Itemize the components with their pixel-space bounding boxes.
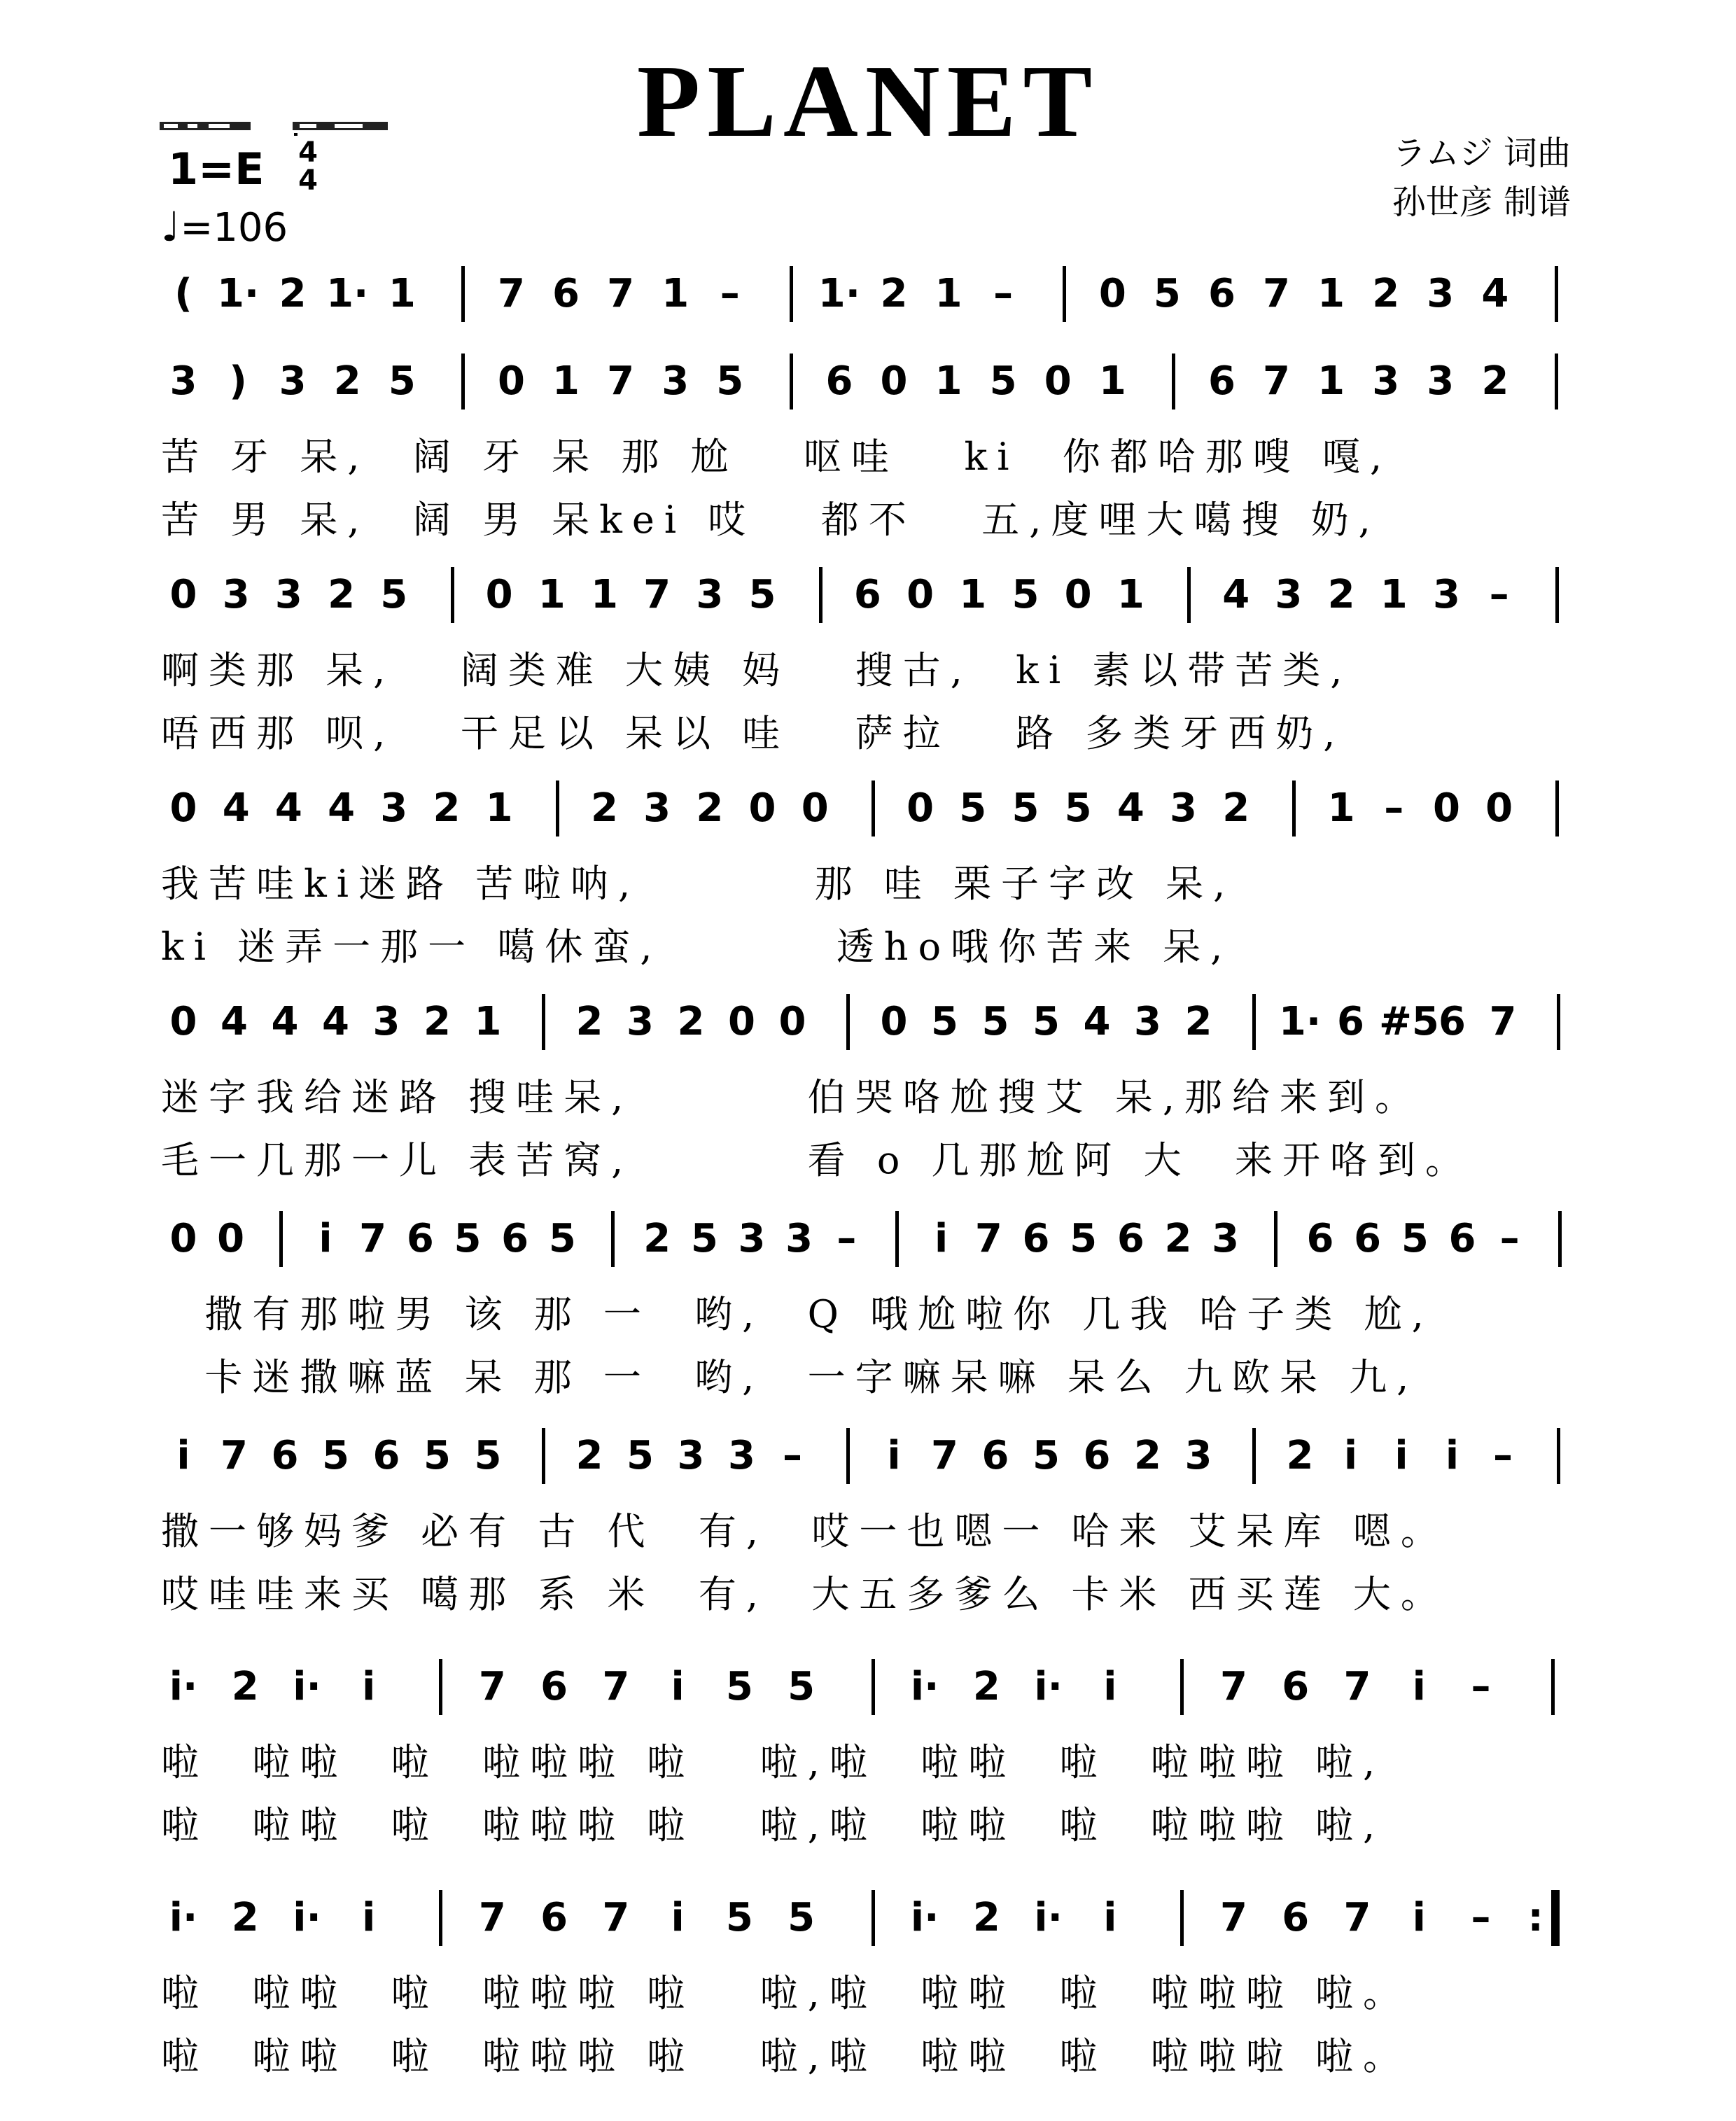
note: 1 xyxy=(934,271,962,316)
note: – xyxy=(1499,1216,1520,1261)
note: 4 xyxy=(220,999,248,1044)
note: – xyxy=(1489,572,1509,617)
bar-line xyxy=(279,1211,283,1267)
lyric-line: 苦 牙 呆, 阔 牙 呆 那 尬 呕哇 ki 你都哈那嗖 嘎, xyxy=(161,435,1392,479)
note: i xyxy=(671,1895,685,1940)
note: 5 xyxy=(380,572,408,617)
note: 2 xyxy=(643,1216,671,1261)
note: 4 xyxy=(1116,785,1144,831)
note: i xyxy=(362,1664,376,1709)
score-line xyxy=(0,1897,1736,2121)
note: 6 xyxy=(1208,358,1236,404)
note: 5 xyxy=(322,1433,349,1478)
note: 5 xyxy=(981,999,1009,1044)
note: 3 xyxy=(380,785,408,831)
note: 7 xyxy=(1343,1895,1371,1940)
note: 7 xyxy=(478,1895,506,1940)
note: 1 xyxy=(1380,572,1408,617)
note: i· xyxy=(169,1664,198,1709)
note: 5 xyxy=(690,1216,718,1261)
note: 3 xyxy=(1427,358,1455,404)
note: i xyxy=(1412,1895,1426,1940)
note: i· xyxy=(1034,1664,1063,1709)
note: 1 xyxy=(1317,358,1345,404)
bar-line xyxy=(451,567,454,623)
note: 5 xyxy=(474,1433,502,1478)
note: i xyxy=(1103,1895,1117,1940)
note: 0 xyxy=(1432,785,1460,831)
note: 5 xyxy=(1064,785,1092,831)
note: 5 xyxy=(424,1433,451,1478)
note: i· xyxy=(910,1895,939,1940)
note: 5 xyxy=(716,358,744,404)
note: 7 xyxy=(602,1895,630,1940)
note: 5 xyxy=(1153,271,1181,316)
bar-line xyxy=(1555,354,1558,410)
note: 5 xyxy=(1032,999,1060,1044)
note: i xyxy=(1412,1664,1426,1709)
bar-line xyxy=(542,1428,545,1484)
time-top: 4 xyxy=(298,136,318,169)
note: 2 xyxy=(1164,1216,1192,1261)
note: 6 xyxy=(1448,1216,1476,1261)
note: 6 xyxy=(552,271,580,316)
bar-line xyxy=(1555,266,1558,322)
score-line xyxy=(0,1435,1736,1659)
note: 5 xyxy=(626,1433,654,1478)
bar-line xyxy=(1551,1659,1555,1715)
note: 3 xyxy=(169,358,197,404)
note: 4 xyxy=(1222,572,1250,617)
note: 3 xyxy=(1184,1433,1212,1478)
note: 5 xyxy=(548,1216,576,1261)
note: 0 xyxy=(497,358,525,404)
note: 4 xyxy=(1083,999,1111,1044)
note: – xyxy=(836,1216,857,1261)
note: 2 xyxy=(1134,1433,1161,1478)
note: 2 xyxy=(328,572,356,617)
lyric-line: 唔西那 呗, 干足以 呆以 哇 萨拉 路 多类牙西奶, xyxy=(161,711,1345,755)
note: 6 xyxy=(981,1433,1009,1478)
note: 6 xyxy=(540,1664,568,1709)
note: 0 xyxy=(169,1216,197,1261)
note: 2 xyxy=(1372,271,1400,316)
note: 6 xyxy=(1282,1895,1310,1940)
note: 2 xyxy=(696,785,724,831)
bar-line xyxy=(1252,994,1256,1050)
note: 0 xyxy=(1098,271,1126,316)
lyric-line: 啦 啦啦 啦 啦啦啦 啦 啦,啦 啦啦 啦 啦啦啦 啦。 xyxy=(161,2034,1410,2078)
note: i xyxy=(1343,1433,1358,1478)
note: 6 xyxy=(1116,1216,1144,1261)
note: 0 xyxy=(748,785,776,831)
note: ( xyxy=(174,271,192,316)
note: i xyxy=(1103,1664,1117,1709)
note: 1· xyxy=(216,271,260,316)
note: 0 xyxy=(801,785,829,831)
note: 6 xyxy=(825,358,853,404)
key-signature: 1=E xyxy=(168,144,265,195)
note: 0 xyxy=(1064,572,1092,617)
note: i xyxy=(1445,1433,1460,1478)
note: 7 xyxy=(1489,999,1517,1044)
note: 1 xyxy=(934,358,962,404)
note: 0 xyxy=(169,785,197,831)
note: 1 xyxy=(485,785,513,831)
note: 2 xyxy=(333,358,361,404)
lyric-line: ki 迷弄一那一 噶休蛮, 透ho哦你苦来 呆, xyxy=(161,925,1233,969)
score-line xyxy=(0,574,1736,798)
note: 4 xyxy=(271,999,299,1044)
note: 1 xyxy=(1327,785,1355,831)
note: 5 xyxy=(959,785,987,831)
note: 1 xyxy=(552,358,580,404)
note: 6 xyxy=(1337,999,1364,1044)
note: 0 xyxy=(906,572,934,617)
note: 3 xyxy=(785,1216,813,1261)
note: 6 xyxy=(853,572,881,617)
note: 0 xyxy=(880,358,908,404)
note: – xyxy=(1384,785,1404,831)
note: 1 xyxy=(1116,572,1144,617)
bar-line xyxy=(846,1428,850,1484)
bar-line xyxy=(439,1890,442,1946)
note: 3 xyxy=(662,358,690,404)
note: 6 xyxy=(1354,1216,1382,1261)
note: 2 xyxy=(1286,1433,1314,1478)
lyric-line: 啦 啦啦 啦 啦啦啦 啦 啦,啦 啦啦 啦 啦啦啦 啦, xyxy=(161,1803,1385,1847)
note: 6 xyxy=(1306,1216,1334,1261)
note: 0 xyxy=(217,1216,245,1261)
note: 2 xyxy=(424,999,451,1044)
note: i xyxy=(934,1216,948,1261)
lyric-line: 撒有那啦男 该 那 一 哟, Q 哦尬啦你 几我 哈子类 尬, xyxy=(161,1292,1434,1336)
note: 5 xyxy=(788,1664,816,1709)
note: 0 xyxy=(485,572,513,617)
lyric-line: 毛一几那一儿 表苦窝, 看 o 几那尬阿 大 来开咯到。 xyxy=(161,1138,1473,1182)
bar-line xyxy=(872,1890,875,1946)
note: 3 xyxy=(1170,785,1197,831)
bar-line xyxy=(1555,567,1559,623)
note: 3 xyxy=(279,358,307,404)
note: 0 xyxy=(169,999,197,1044)
score-line xyxy=(0,785,1736,1011)
note: 6 xyxy=(1438,999,1466,1044)
note: 6 xyxy=(501,1216,529,1261)
note: 3 xyxy=(696,572,724,617)
note: 7 xyxy=(1219,1664,1247,1709)
bar-line xyxy=(872,780,875,836)
note: ) xyxy=(229,358,247,404)
note: 1· xyxy=(1278,999,1322,1044)
song-title: PLANET xyxy=(636,44,1100,159)
time-bar xyxy=(294,133,298,136)
note: 6 xyxy=(540,1895,568,1940)
note: 2 xyxy=(590,785,618,831)
note: 3 xyxy=(1275,572,1303,617)
note: 1 xyxy=(1098,358,1126,404)
note: 5 xyxy=(748,572,776,617)
note: 5 xyxy=(1032,1433,1060,1478)
note: 1 xyxy=(388,271,416,316)
note: 4 xyxy=(222,785,250,831)
note: 1 xyxy=(474,999,502,1044)
bar-line xyxy=(1172,354,1175,410)
note: 1 xyxy=(662,271,690,316)
note: 2 xyxy=(1184,999,1212,1044)
bar-line xyxy=(1557,994,1560,1050)
note: 7 xyxy=(607,271,635,316)
lyric-line: 啦 啦啦 啦 啦啦啦 啦 啦,啦 啦啦 啦 啦啦啦 啦。 xyxy=(161,1971,1410,2015)
bar-line xyxy=(895,1211,899,1267)
note: 2 xyxy=(880,271,908,316)
note: 7 xyxy=(1219,1895,1247,1940)
note: 1 xyxy=(1317,271,1345,316)
time-signature xyxy=(294,136,322,197)
lyricist-credit: ラムジ 词曲 xyxy=(1392,134,1571,173)
score-line xyxy=(0,360,1736,584)
note: 5 xyxy=(1011,785,1040,831)
note: – xyxy=(1471,1895,1491,1940)
note: 2 xyxy=(231,1664,259,1709)
bar-line xyxy=(872,1659,875,1715)
note: 2 xyxy=(677,999,705,1044)
note: i xyxy=(318,1216,332,1261)
tempo-marking xyxy=(161,203,288,251)
note: 2 xyxy=(231,1895,259,1940)
note: 3 xyxy=(1372,358,1400,404)
note: 1 xyxy=(590,572,618,617)
note: 2 xyxy=(1481,358,1509,404)
bar-line xyxy=(1252,1428,1256,1484)
bar-line xyxy=(611,1211,615,1267)
note: i· xyxy=(910,1664,939,1709)
note: 7 xyxy=(1343,1664,1371,1709)
note: 4 xyxy=(322,999,349,1044)
note: 3 xyxy=(738,1216,766,1261)
note: 0 xyxy=(1044,358,1072,404)
note: i xyxy=(671,1664,685,1709)
note: 4 xyxy=(274,785,302,831)
note: i xyxy=(176,1433,190,1478)
note: 1· xyxy=(326,271,369,316)
note: 7 xyxy=(497,271,525,316)
note: 2 xyxy=(575,1433,603,1478)
note: – xyxy=(993,271,1014,316)
time-bottom: 4 xyxy=(298,164,318,197)
note: 3 xyxy=(222,572,250,617)
score-line xyxy=(0,1666,1736,1890)
bar-line xyxy=(556,780,559,836)
note: 7 xyxy=(607,358,635,404)
tempo-value: =106 xyxy=(180,205,288,251)
bar-line xyxy=(1063,266,1066,322)
bar-line xyxy=(439,1659,442,1715)
bar-line xyxy=(1187,567,1191,623)
bar-line xyxy=(1555,780,1559,836)
note: 7 xyxy=(220,1433,248,1478)
bar-line xyxy=(1274,1211,1278,1267)
note: 0 xyxy=(778,999,806,1044)
note: 3 xyxy=(677,1433,705,1478)
note: i· xyxy=(1034,1895,1063,1940)
bar-line xyxy=(461,354,465,410)
note: 2 xyxy=(972,1895,1000,1940)
note: i· xyxy=(293,1895,321,1940)
bar-line xyxy=(1180,1890,1184,1946)
note: 7 xyxy=(602,1664,630,1709)
bar-line xyxy=(542,994,545,1050)
note: 5 xyxy=(989,358,1017,404)
lyric-line: 啦 啦啦 啦 啦啦啦 啦 啦,啦 啦啦 啦 啦啦啦 啦, xyxy=(161,1740,1385,1784)
note: 7 xyxy=(359,1216,387,1261)
note: 2 xyxy=(972,1664,1000,1709)
note: 5 xyxy=(1011,572,1040,617)
note: 5 xyxy=(725,1664,753,1709)
note: 5 xyxy=(1070,1216,1098,1261)
bar-line xyxy=(790,266,793,322)
note: 3 xyxy=(626,999,654,1044)
note: 5 xyxy=(931,999,958,1044)
note: 3 xyxy=(1134,999,1161,1044)
note: 3 xyxy=(1212,1216,1240,1261)
note: 7 xyxy=(931,1433,958,1478)
note: 6 xyxy=(1022,1216,1050,1261)
bar-line xyxy=(1558,1211,1562,1267)
note: #5 xyxy=(1379,999,1439,1044)
note: – xyxy=(783,1433,802,1478)
bar-line xyxy=(1557,1428,1560,1484)
note: 0 xyxy=(906,785,934,831)
note: 7 xyxy=(974,1216,1002,1261)
note: 0 xyxy=(728,999,755,1044)
note: 2 xyxy=(1222,785,1250,831)
note: 0 xyxy=(880,999,908,1044)
note: – xyxy=(1493,1433,1513,1478)
bar-line xyxy=(790,354,793,410)
note: 4 xyxy=(1481,271,1509,316)
lyric-line: 迷字我给迷路 搜哇呆, 伯哭咯尬搜艾 呆,那给来到。 xyxy=(161,1075,1422,1119)
note: 7 xyxy=(478,1664,506,1709)
score-line xyxy=(0,1001,1736,1225)
note: 5 xyxy=(388,358,416,404)
note: i xyxy=(1394,1433,1408,1478)
note: 5 xyxy=(1401,1216,1429,1261)
quarter-note-icon: ♩ xyxy=(161,203,181,251)
note: i· xyxy=(293,1664,321,1709)
lyric-line: 卡迷撒嘛蓝 呆 那 一 哟, 一字嘛呆嘛 呆么 九欧呆 九, xyxy=(161,1355,1419,1399)
arranger-credit: 孙世彦 制谱 xyxy=(1392,183,1571,222)
note: 6 xyxy=(271,1433,299,1478)
note: 3 xyxy=(1432,572,1460,617)
note: 1 xyxy=(959,572,987,617)
repeat-sign: : xyxy=(1527,1895,1544,1940)
note: 5 xyxy=(725,1895,753,1940)
score-line xyxy=(0,1218,1736,1442)
bar-line xyxy=(819,567,822,623)
note: 6 xyxy=(1083,1433,1111,1478)
note: 2 xyxy=(433,785,461,831)
bar-line xyxy=(846,994,850,1050)
lyric-line: 我苦哇ki迷路 苦啦呐, 那 哇 栗子字改 呆, xyxy=(161,862,1236,906)
bar-line xyxy=(1180,1659,1184,1715)
note: 6 xyxy=(1208,271,1236,316)
note: 0 xyxy=(1485,785,1513,831)
qr-strip-image xyxy=(160,119,388,133)
bar-line xyxy=(1292,780,1296,836)
note: 2 xyxy=(1327,572,1355,617)
note: i xyxy=(887,1433,901,1478)
note: 3 xyxy=(372,999,400,1044)
note: 1· xyxy=(818,271,861,316)
note: – xyxy=(720,271,740,316)
note: – xyxy=(1471,1664,1491,1709)
note: 2 xyxy=(279,271,307,316)
note: 3 xyxy=(274,572,302,617)
lyric-line: 苦 男 呆, 阔 男 呆kei 哎 都不 五,度哩大噶搜 奶, xyxy=(161,498,1380,542)
note: 6 xyxy=(1282,1664,1310,1709)
bar-line xyxy=(461,266,465,322)
note: 6 xyxy=(406,1216,434,1261)
note: 3 xyxy=(728,1433,755,1478)
note: 0 xyxy=(169,572,197,617)
note: 5 xyxy=(454,1216,482,1261)
note: i· xyxy=(169,1895,198,1940)
note: 7 xyxy=(1263,358,1291,404)
lyric-line: 哎哇哇来买 噶那 系 米 有, 大五多爹么 卡米 西买莲 大。 xyxy=(161,1572,1448,1616)
note: i xyxy=(362,1895,376,1940)
note: 5 xyxy=(788,1895,816,1940)
note: 4 xyxy=(328,785,356,831)
note: 7 xyxy=(643,572,671,617)
lyric-line: 啊类那 呆, 阔类难 大姨 妈 搜古, ki 素以带苦类, xyxy=(161,648,1352,692)
note: 7 xyxy=(1263,271,1291,316)
note: 3 xyxy=(643,785,671,831)
note: 6 xyxy=(372,1433,400,1478)
note: 1 xyxy=(538,572,566,617)
note: 3 xyxy=(1427,271,1455,316)
note: 2 xyxy=(575,999,603,1044)
lyric-line: 撒一够妈爹 必有 古 代 有, 哎一也嗯一 哈来 艾呆库 嗯。 xyxy=(161,1509,1448,1553)
